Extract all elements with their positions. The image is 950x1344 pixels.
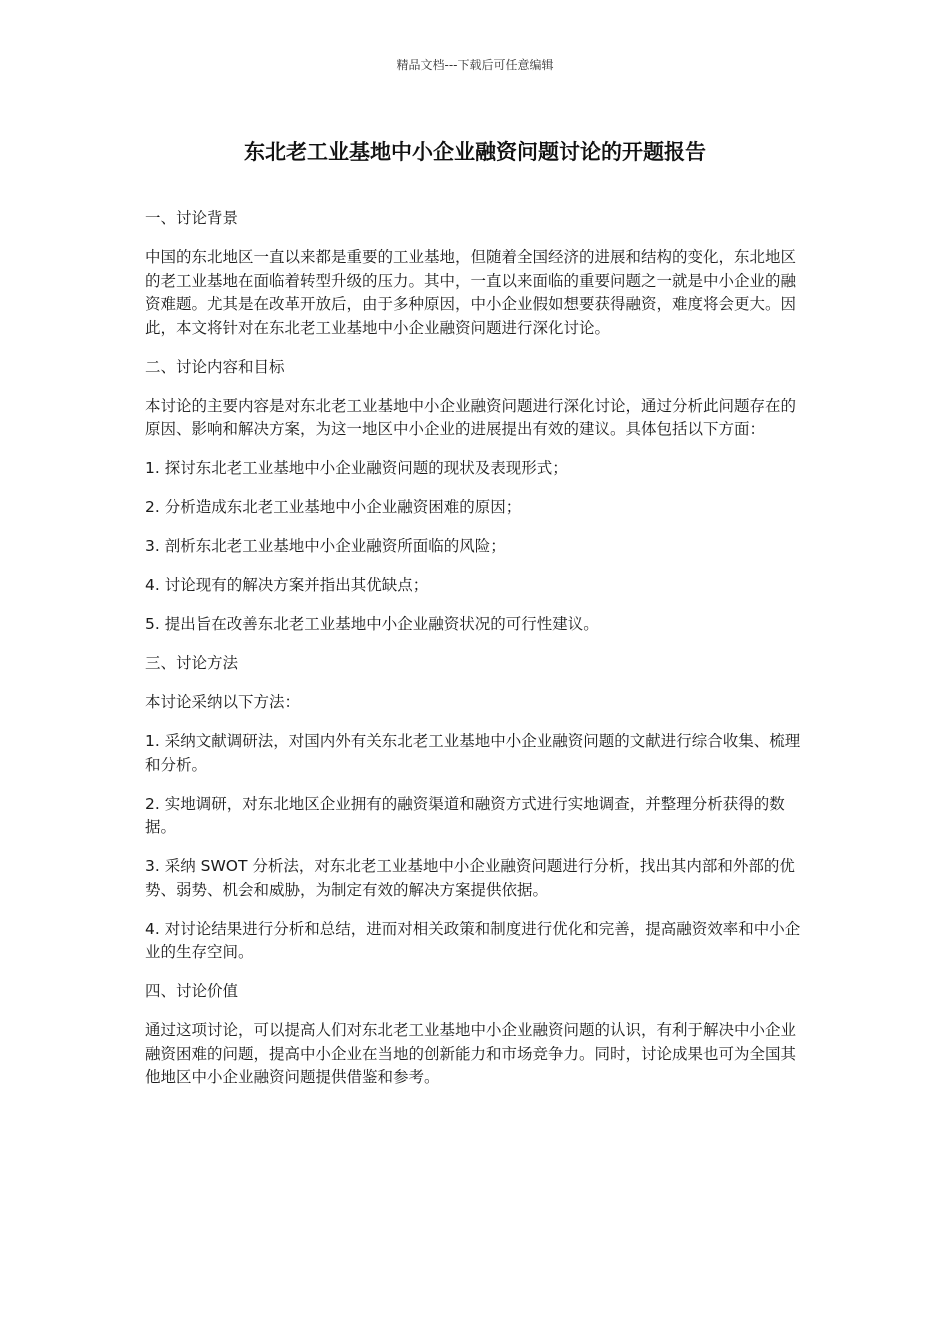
content-list-item: 4. 讨论现有的解决方案并指出其优缺点；	[145, 576, 429, 594]
content-intro-paragraph: 本讨论的主要内容是对东北老工业基地中小企业融资问题进行深化讨论，通过分析此问题存在的原因、影响和解决方案，为这一地区中小企业的进展提出有效的建议。具体包括以下方面：	[145, 396, 797, 438]
content-list-item: 5. 提出旨在改善东北老工业基地中小企业融资状况的可行性建议。	[145, 615, 599, 633]
document-title: 东北老工业基地中小企业融资问题讨论的开题报告	[244, 140, 706, 164]
methods-list-item: 4. 对讨论结果进行分析和总结，进而对相关政策和制度进行优化和完善，提高融资效率和中小企业的生存空间。	[145, 919, 801, 961]
methods-list-item: 2. 实地调研，对东北地区企业拥有的融资渠道和融资方式进行实地调查，并整理分析获得的数据。	[145, 794, 785, 836]
background-paragraph: 中国的东北地区一直以来都是重要的工业基地，但随着全国经济的进展和结构的变化，东北地区的老工业基地在面临着转型升级的压力。其中，一直以来面临的重要问题之一就是中小企业的融资难题。尤其是在改革开放后，由于多种原因，中小企业假如想要获得融资，难度将会更大。因此，本文将针对在东北老工业基地中小企业融资问题进行深化讨论。	[145, 248, 797, 337]
section-heading-value: 四、讨论价值	[145, 982, 239, 1000]
content-list-item: 2. 分析造成东北老工业基地中小企业融资困难的原因；	[145, 498, 522, 516]
section-heading-background: 一、讨论背景	[145, 209, 239, 227]
section-heading-methods: 三、讨论方法	[145, 654, 239, 672]
content-list-item: 1. 探讨东北老工业基地中小企业融资问题的现状及表现形式；	[145, 459, 568, 477]
document-body	[145, 207, 810, 1105]
section-heading-content: 二、讨论内容和目标	[145, 357, 285, 376]
value-paragraph: 通过这项讨论，可以提高人们对东北老工业基地中小企业融资问题的认识，有利于解决中小企业融资困难的问题，提高中小企业在当地的创新能力和市场竞争力。同时，讨论成果也可为全国其他地区中小企业融资问题提供借鉴和参考。	[145, 1021, 797, 1086]
methods-list-item: 3. 采纳 SWOT 分析法，对东北老工业基地中小企业融资问题进行分析，找出其内部和外部的优势、弱势、机会和威胁，为制定有效的解决方案提供依据。	[145, 857, 795, 899]
methods-intro-paragraph: 本讨论采纳以下方法：	[145, 693, 301, 711]
content-list-item: 3. 剖析东北老工业基地中小企业融资所面临的风险；	[145, 537, 506, 555]
header-note: 精品文档---下载后可任意编辑	[396, 58, 554, 72]
methods-list-item: 1. 采纳文献调研法，对国内外有关东北老工业基地中小企业融资问题的文献进行综合收集、梳理和分析。	[145, 732, 801, 774]
